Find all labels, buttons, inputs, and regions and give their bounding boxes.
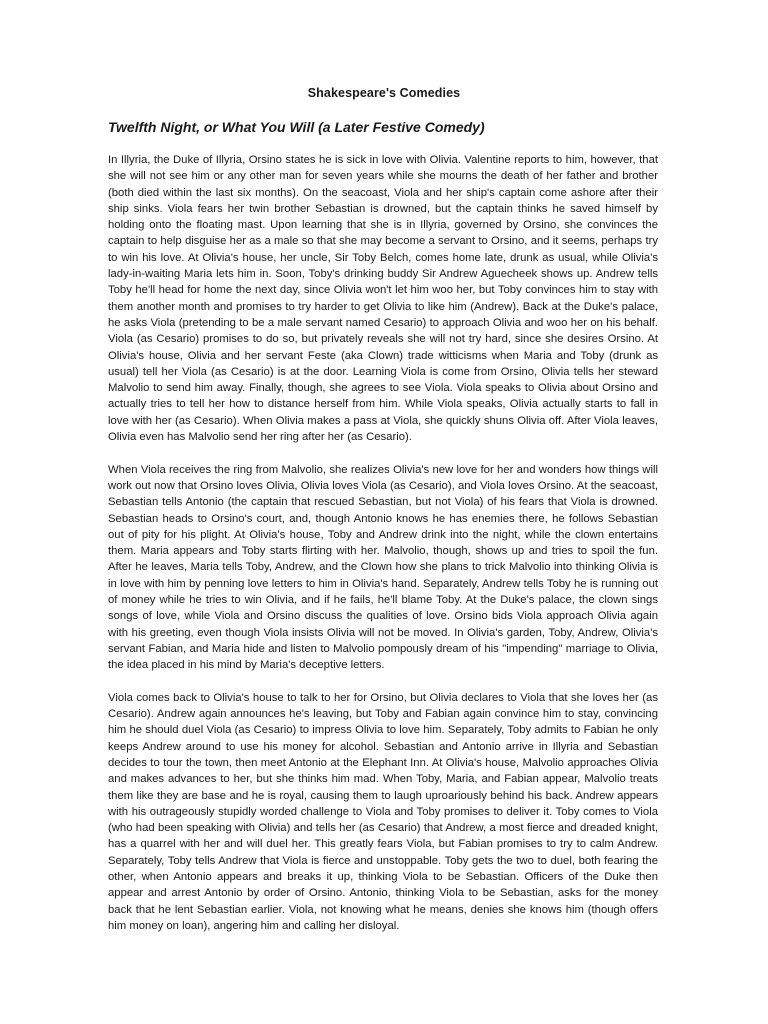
paragraph-2: When Viola receives the ring from Malvolio, she realizes Olivia's new love for her and wonders how things will work out now that Orsino loves Olivia, Olivia loves Viola (as Cesario), and Viola loves Orsino. At the seacoast, Sebastian tells Antonio (the captain that rescued Sebastian, but not Viola) of his fears that Viola is drowned. Sebastian heads to Orsino's court, and, though Antonio knows he has enemies there, he follows Sebastian out of pity for his plight. At Olivia's house, Toby and Andrew drink into the night, while the clown entertains them. Maria appears and Toby starts flirting with her. Malvolio, though, shows up and tries to spoil the fun. After he leaves, Maria tells Toby, Andrew, and the Clown how she plans to trick Malvolio into thinking Olivia is in love with him by penning love letters to him in Olivia's hand. Separately, Andrew tells Toby he is running out of money while he tries to win Olivia, and if he fails, he'll blame Toby. At the Duke's palace, the clown sings songs of love, while Viola and Orsino discuss the qualities of love. Orsino bids Viola approach Olivia again with his greeting, even though Viola insists Olivia will not be moved. In Olivia's garden, Toby, Andrew, Olivia's servant Fabian, and Maria hide and listen to Malvolio pompously dream of his "impending" marriage to Olivia, the idea placed in his mind by Maria's deceptive letters.	[108, 463, 658, 672]
document-title: Shakespeare's Comedies	[307, 86, 461, 100]
body-text	[108, 152, 658, 951]
section-heading: Twelfth Night, or What You Will (a Later Festive Comedy)	[108, 119, 485, 135]
paragraph-1: In Illyria, the Duke of Illyria, Orsino states he is sick in love with Olivia. Valentine reports to him, however, that she will not see him or any other man for seven years while she mourns the death of her father and brother (both died within the last six months). On the seacoast, Viola and her ship's captain come ashore after their ship sinks. Viola fears her twin brother Sebastian is drowned, but the captain thinks he saved himself by holding onto the floating mast. Upon learning that she is in Illyria, governed by Orsino, she convinces the captain to help disguise her as a male so that she may become a servant to Orsino, and it seems, perhaps try to win his love. At Olivia's house, her uncle, Sir Toby Belch, comes home late, drunk as usual, while Olivia's lady-in-waiting Maria lets him in. Soon, Toby's drinking buddy Sir Andrew Aguecheek shows up. Andrew tells Toby he'll head for home the next day, since Olivia won't let him woo her, but Toby convinces him to stay with them another month and promises to try harder to get Olivia to like him (Andrew). Back at the Duke's palace, he asks Viola (pretending to be a male servant named Cesario) to approach Olivia and woo her on his behalf. Viola (as Cesario) promises to do so, but privately reveals she will not try hard, since she desires Orsino. At Olivia's house, Olivia and her servant Feste (aka Clown) trade witticisms when Maria and Toby (drunk as usual) tell her Viola (as Cesario) is at the door. Learning Viola is come from Orsino, Olivia tells her steward Malvolio to send him away. Finally, though, she agrees to see Viola. Viola speaks to Olivia about Orsino and actually tries to tell her how to distance herself from him. While Viola speaks, Olivia actually starts to fall in love with her (as Cesario). When Olivia makes a pass at Viola, she quickly shuns Olivia off. After Viola leaves, Olivia even has Malvolio send her ring after her (as Cesario).	[108, 154, 658, 444]
paragraph-3: Viola comes back to Olivia's house to talk to her for Orsino, but Olivia declares to Viola that she loves her (as Cesario). Andrew again announces he's leaving, but Toby and Fabian again convince him to stay, convincing him he should duel Viola (as Cesario) to impress Olivia to love him. Separately, Toby admits to Fabian he only keeps Andrew around to use his money for alcohol. Sebastian and Antonio arrive in Illyria and Sebastian decides to tour the town, then meet Antonio at the Elephant Inn. At Olivia's house, Malvolio approaches Olivia and makes advances to her, but she thinks him mad. When Toby, Maria, and Fabian appear, Malvolio treats them like they are base and he is royal, causing them to laugh uproariously behind his back. Andrew appears with his outrageously stupidly worded challenge to Viola and Toby promises to deliver it. Toby comes to Viola (who had been speaking with Olivia) and tells her (as Cesario) that Andrew, a most fierce and dreaded knight, has a quarrel with her and will duel her. This greatly fears Viola, but Fabian promises to try to calm Andrew. Separately, Toby tells Andrew that Viola is fierce and unstoppable. Toby gets the two to duel, both fearing the other, when Antonio appears and breaks it up, thinking Viola to be Sebastian. Officers of the Duke then appear and arrest Antonio by order of Orsino. Antonio, thinking Viola to be Sebastian, asks for the money back that he lent Sebastian earlier. Viola, not knowing what he means, denies she knows him (though offers him money on loan), angering him and calling her disloyal.	[108, 691, 658, 932]
